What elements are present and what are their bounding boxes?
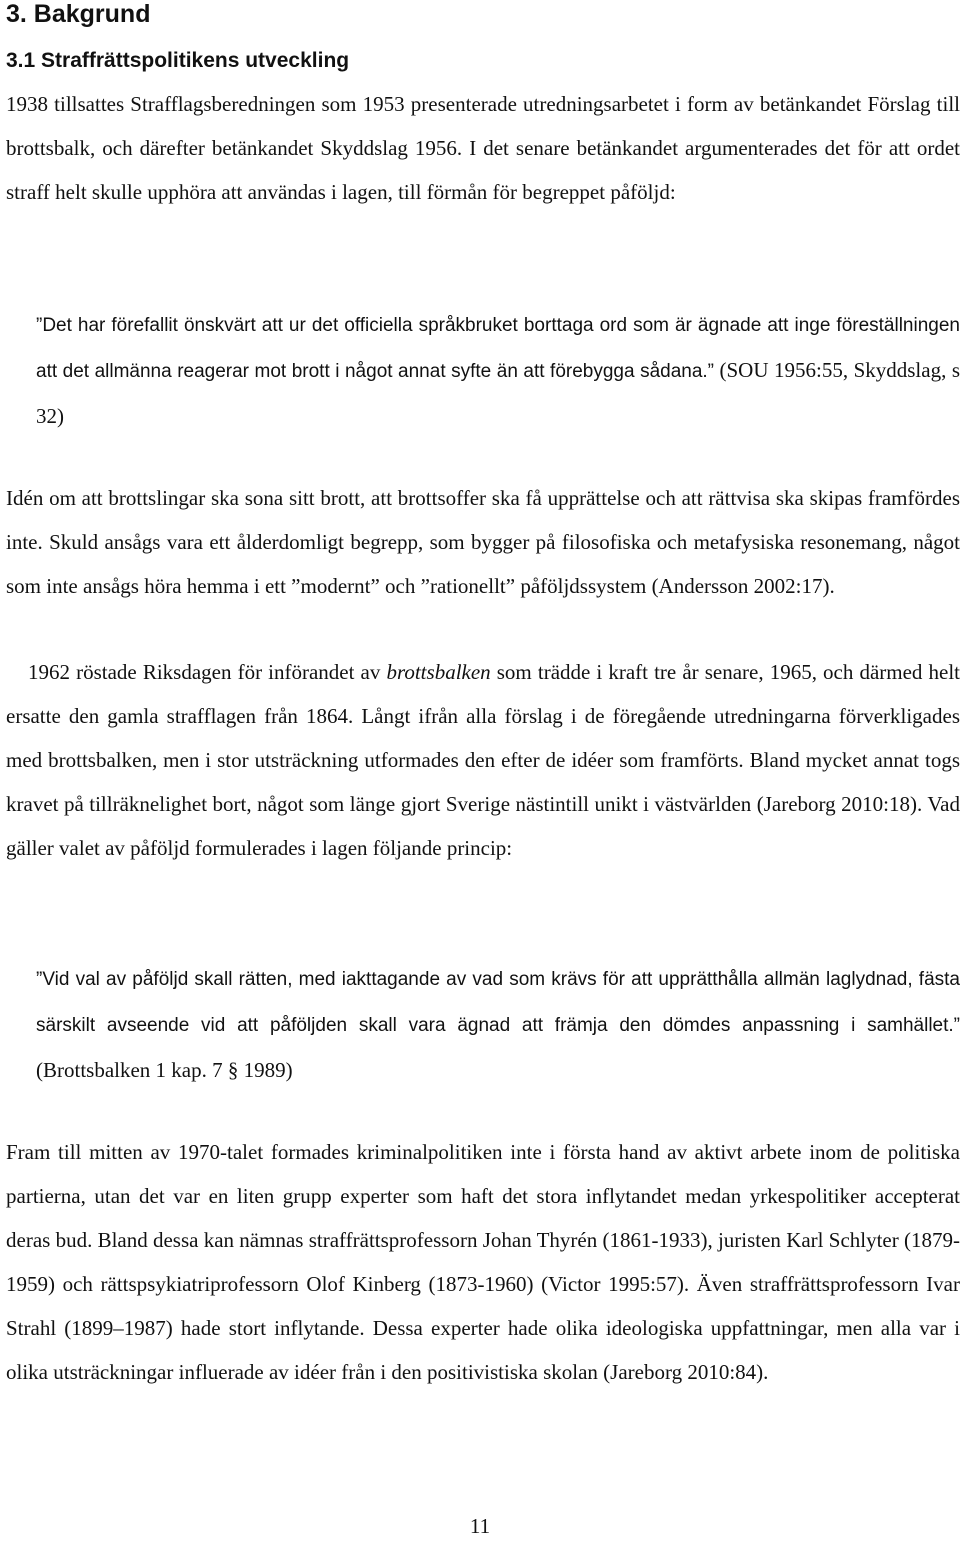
block-quote-2 (36, 956, 960, 1092)
paragraph-3 (6, 650, 960, 870)
paragraph-3-rest: som trädde i kraft tre år senare, 1965, och därmed helt ersatte den gamla strafflagen från 1864. Långt ifrån alla förslag i de föregående utredningarna förverkligades med brottsbalken, men i stor utsträckning utformades den efter de idéer som framförts. Bland mycket annat togs kravet på tillräknelighet bort, något som länge gjort Sverige nästintill unikt i västvärlden (Jareborg 2010:18). Vad gäller valet av påföljd formulerades i lagen följande princip: (6, 660, 960, 860)
block-quote-1 (36, 302, 960, 438)
paragraph-1: 1938 tillsattes Strafflagsberedningen som 1953 presenterade utredningsarbetet i form av betänkandet Förslag till brottsbalk, och därefter betänkandet Skyddslag 1956. I det senare betänkandet argumenterades det för att ordet straff helt skulle upphöra att användas i lagen, till förmån för begreppet påföljd: (6, 92, 960, 204)
section-heading: 3. Bakgrund (6, 0, 151, 28)
paragraph-3-start: 1962 röstade Riksdagen för införandet av (28, 660, 387, 684)
quote-2-text: ”Vid val av påföljd skall rätten, med iakttagande av vad som krävs för att upprätthålla allmän laglydnad, fästa särskilt avseende vid att påföljden skall vara ägnad att främja den dömdes anpassning i samhället.” (36, 969, 960, 1036)
paragraph-3-italic: brottsbalken (386, 660, 491, 684)
quote-2-citation: (Brottsbalken 1 kap. 7 § 1989) (36, 1058, 293, 1082)
paragraph-4: Fram till mitten av 1970-talet formades kriminalpolitiken inte i första hand av aktivt arbete inom de politiska partierna, utan det var en liten grupp experter som haft det stora inflytandet medan yrkespolitiker accepterat deras bud. Bland dessa kan nämnas straffrättsprofessorn Johan Thyrén (1861-1933), juristen Karl Schlyter (1879-1959) och rättspsykiatriprofessorn Olof Kinberg (1873-1960) (Victor 1995:57). Även straffrättsprofessorn Ivar Strahl (1899–1987) hade stort inflytande. Dessa experter hade olika ideologiska uppfattningar, men alla var i olika utsträckningar influerade av idéer från i den positivistiska skolan (Jareborg 2010:84). (6, 1140, 960, 1384)
quote-1-text: ”Det har förefallit önskvärt att ur det officiella språkbruket borttaga ord som är ägnade att inge föreställningen att det allmänna reagerar mot brott i något annat syfte än att förebygga sådana.” (36, 315, 960, 382)
quote-1-citation: (SOU 1956:55, Skyddslag, s 32) (36, 358, 960, 428)
paragraph-2: Idén om att brottslingar ska sona sitt brott, att brottsoffer ska få upprättelse och att rättvisa ska skipas framfördes inte. Skuld ansågs vara ett ålderdomligt begrepp, som bygger på filosofiska och metafysiska resonemang, något som inte ansågs höra hemma i ett ”modernt” och ”rationellt” påföljdssystem (Andersson 2002:17). (6, 486, 960, 598)
subsection-heading: 3.1 Straffrättspolitikens utveckling (6, 49, 350, 72)
page-number: 11 (469, 1514, 491, 1538)
